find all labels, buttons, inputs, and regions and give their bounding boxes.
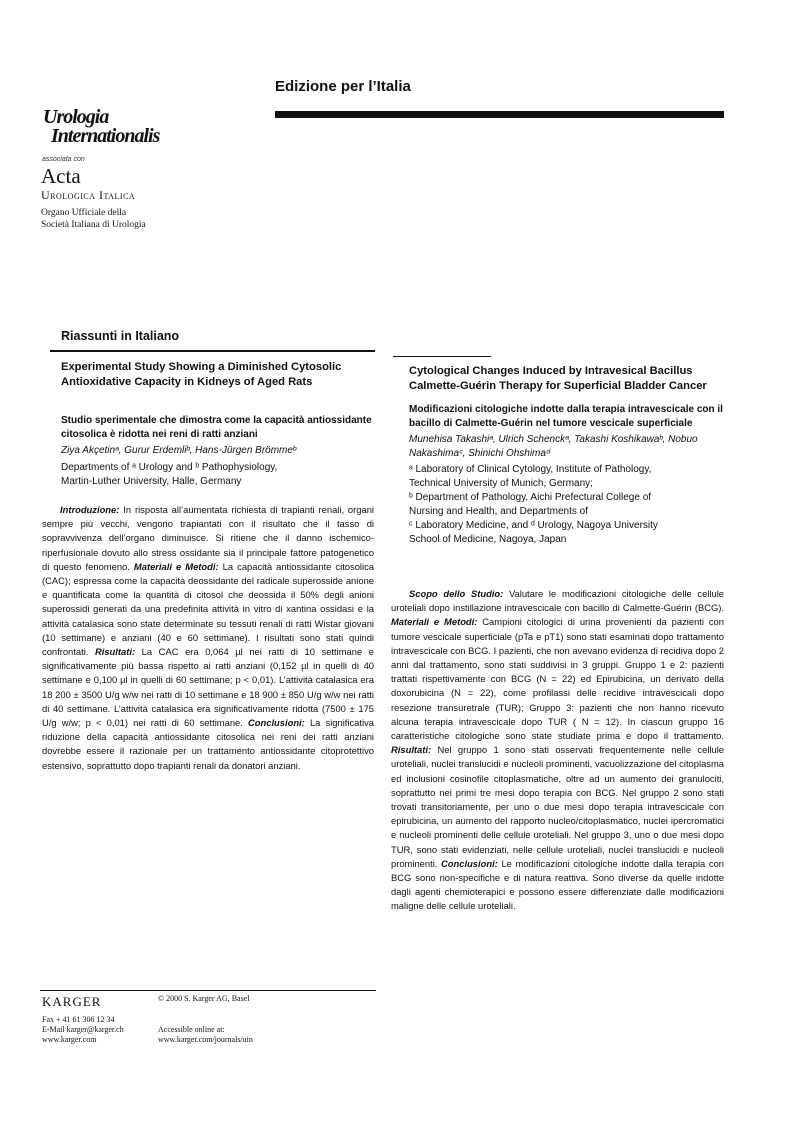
a1-text-4: La significativa riduzione della capacità antiossidante citosolica nei reni dei ratti anziani dovrebbe essere il razionale per un trattamento antiossidante citoprotettivo estensivo, soprattutto dopo trapianti renali da donatori anziani.	[42, 717, 374, 771]
acta-logo: Acta	[41, 164, 81, 188]
article-2-affiliations	[409, 463, 724, 547]
article-2-title: Cytological Changes Induced by Intravesical Bacillus Calmette-Guérin Therapy for Superficial Bladder Cancer	[409, 365, 707, 392]
a1-heading-2: Materiali e Metodi:	[133, 560, 219, 572]
acta-subtitle: Urologica Italica	[41, 188, 136, 202]
online-label: Accessible online at:	[158, 1025, 225, 1034]
section-title: Riassunti in Italiano	[61, 329, 180, 343]
article-2-header	[409, 364, 724, 547]
organo-text	[41, 207, 146, 231]
a2-affil-3: ᵇ Department of Pathology, Aichi Prefectural College of	[409, 492, 652, 503]
article-1-subtitle: Studio sperimentale che dimostra come la capacità antiossidante citosolica è ridotta nei reni di ratti anziani	[61, 415, 372, 440]
article-2-subtitle: Modificazioni citologiche indotte dalla terapia intravescicale con il bacillo di Calmette-Guérin nel tumore vescicale superficiale	[409, 404, 723, 429]
header-rule	[275, 111, 724, 118]
article-2-body	[391, 587, 724, 914]
a2-affil-5: ᶜ Laboratory Medicine, and ᵈ Urology, Nagoya University	[409, 520, 658, 531]
a2-heading-4: Conclusioni:	[441, 857, 498, 869]
section-rule	[50, 350, 375, 352]
a2-heading-1: Scopo dello Studio:	[409, 588, 504, 599]
copyright: © 2000 S. Karger AG, Basel	[158, 994, 250, 1003]
a2-affil-2: Technical University of Munich, Germany;	[409, 478, 593, 489]
footer-email[interactable]: E-Mail karger@karger.ch	[42, 1025, 124, 1034]
journal-logo	[43, 108, 159, 146]
footer-contact	[42, 1015, 124, 1045]
organo-line1: Organo Ufficiale della	[41, 208, 127, 218]
footer-fax: Fax + 41 61 306 12 34	[42, 1015, 115, 1024]
a1-text-3: La CAC era 0,064 µl nei ratti di 10 settimane e significativamente più bassa rispetto ai ratti anziani (0,152 µl in quelli di 40 settimane e 0,100 µl in quelli di 60 settimane; p < 0,01). L’attività catalasica era 18 200 ± 3500 U/g w/w nei ratti di 10 settimane e 18 900 ± 850 U/g w/w nei ratti di 40 settimane. L’attività catalasica era significativamente ridotta (7500 ± 175 U/g w/w; p < 0,01) nei ratti di 60 settimane.	[42, 646, 374, 729]
a2-affil-1: ᵃ Laboratory of Clinical Cytology, Institute of Pathology,	[409, 464, 652, 475]
a2-text-4: Le modificazioni citologiche indotte dalla terapia con BCG sono non-specifiche e di natura reattiva. Sono diverse da quelle indotte dagli agenti chemioterapici e possono essere differenziate dalle modificazioni maligne delle cellule uroteliali.	[391, 857, 724, 912]
a2-affil-4: Nursing and Health, and Departments of	[409, 506, 588, 517]
column-rule	[393, 356, 491, 357]
a1-text-1: In risposta all’aumentata richiesta di trapianti renali, organi sempre più vecchi, vengono trapiantati con il risultato che il tasso di sopravvivenza dell’organo diminuisce. Si ritiene che il danno ischemico-riperfusionale dovuto allo stress ossidante sia il principale fattore patogenetico di questo fenomeno.	[42, 504, 374, 572]
journal-logo-line1: Urologia	[43, 106, 109, 128]
a1-heading-4: Conclusioni:	[248, 717, 305, 729]
footer-web[interactable]: www.karger.com	[42, 1035, 97, 1044]
edition-heading: Edizione per l’Italia	[275, 78, 411, 95]
a2-text-2: Campioni citologici di urina provenienti da pazienti con tumore vescicale superficiale (pTa e pT1) sono stati esaminati dopo trattamento intravescicale con BCG. I pazienti, che non avevano evidenza di recidiva dopo 2 anni dal trattamento, sono stati suddivisi in 3 gruppi. Gruppo 1 e 2: pazienti trattati rispettivamente con BCG (N = 22) ed Epirubicina, un derivato della doxorubicina (N = 22), come profilassi delle recidive intravescicali dopo resezione transuretrale (TUR); Gruppo 3: pazienti che non hanno ricevuto alcuna terapia intravescicale dopo TUR ( N = 12). In ciascun gruppo 16 caratteristiche citologiche sono state studiate prima e dopo il trattamento.	[391, 616, 725, 742]
organo-line2: Società Italiana di Urologia	[41, 220, 146, 230]
article-1-affil-2: Martin-Luther University, Halle, Germany	[61, 476, 242, 487]
article-1-authors: Ziya Akçetinᵃ, Gurur Erdemliᵇ, Hans-Jürgen Brömmeᵇ	[61, 445, 297, 456]
a1-heading-1: Introduzione:	[60, 504, 120, 515]
a2-text-1: Valutare le modificazioni citologiche delle cellule uroteliali dopo instillazione intravescicale con bacillo di Calmette-Guérin (BCG).	[391, 588, 724, 614]
a2-heading-2: Materiali e Metodi:	[391, 616, 478, 628]
article-1-body	[42, 503, 374, 773]
a2-affil-6: School of Medicine, Nagoya, Japan	[409, 534, 567, 545]
footer-rule	[40, 990, 376, 991]
associata-label: associata con	[42, 156, 85, 163]
article-1-title: Experimental Study Showing a Diminished Cytosolic Antioxidative Capacity in Kidneys of Aged Rats	[61, 361, 342, 388]
article-1-affil-1: Departments of ᵃ Urology and ᵇ Pathophysiology,	[61, 462, 278, 473]
article-1-header	[61, 414, 375, 489]
footer-online	[158, 1025, 253, 1045]
article-1	[61, 360, 375, 390]
a1-heading-3: Risultati:	[94, 646, 136, 658]
a1-text-2: La capacità antiossidante citosolica (CAC); espressa come la capacità deossidante del radicale superosside anione e quantificata come la quantità di citosol che deossida il 50% degli anioni superossidi generati da una predefinita attività in vitro di xantina ossidasi e la attività catalasica sono state determinate su tessuti renali di ratti Wistar giovani (10 settimane) e anziani (40 e 60 settimane). I risultati sono stati quindi confrontati.	[42, 560, 374, 658]
a2-heading-3: Risultati:	[391, 744, 432, 756]
article-2-authors: Munehisa Takashiᵃ, Ulrich Schenckᵃ, Takashi Koshikawaᵇ, Nobuo Nakashimaᶜ, Shinichi Ohshimaᵈ	[409, 434, 698, 459]
online-url[interactable]: www.karger.com/journals/uin	[158, 1035, 253, 1044]
journal-logo-line2: Internationalis	[51, 125, 160, 147]
publisher-logo: KARGER	[42, 994, 102, 1009]
a2-text-3: Nel gruppo 1 sono stati osservati frequentemente nelle cellule uroteliali, nuclei translucidi e nucleoli prominenti, vacuolizzazione del citoplasma ed inclusioni cosinofile citoplasmatiche, oltre ad un aumento dei granulociti, soprattutto nei primi tre mesi dopo terapia con BCG. Nel gruppo 2 sono stati trovati transitoriamente, per uno o due mesi dopo terapia intravescicale con epirubicina, un aumento del rapporto nucleo/citoplasmatico, nuclei ipercromatici e nucleoli prominenti delle cellule uroteliali. Nel gruppo 3, uno o due mesi dopo TUR, sono stati evidenziati, nelle cellule uroteliali, nuclei translucidi e nucleoli prominenti.	[391, 744, 724, 869]
